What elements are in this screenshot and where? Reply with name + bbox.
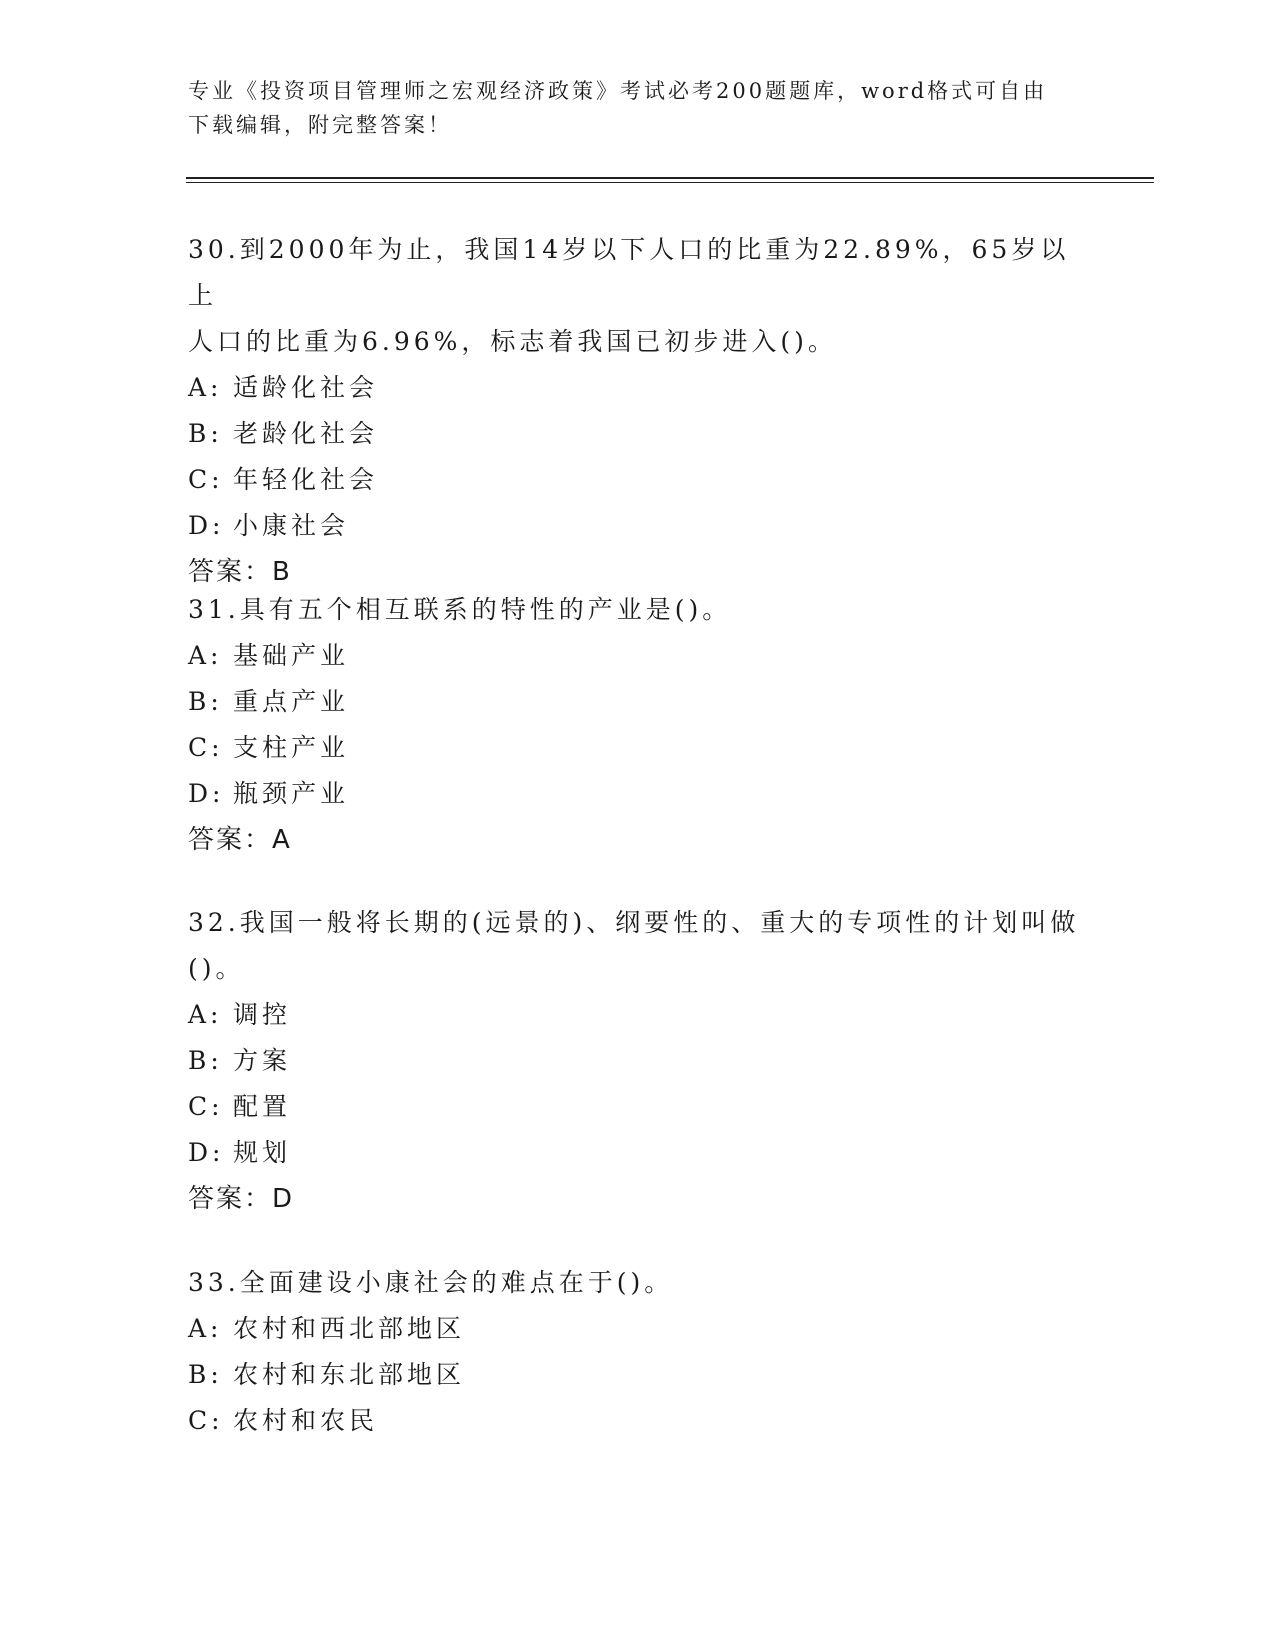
question-32 <box>188 900 1088 1222</box>
option-text: 老龄化社会 <box>233 419 379 448</box>
option-c <box>188 457 1088 503</box>
option-key: B: <box>188 1360 223 1389</box>
question-stem-line-1: 32.我国一般将长期的(远景的)、纲要性的、重大的专项性的计划叫做 <box>188 908 1080 937</box>
option-text: 瓶颈产业 <box>233 779 350 808</box>
option-text: 重点产业 <box>233 687 350 716</box>
option-d <box>188 503 1088 549</box>
option-key: B: <box>188 419 223 448</box>
option-d <box>188 771 1088 817</box>
option-b <box>188 411 1088 457</box>
question-31 <box>188 587 1088 863</box>
answer-line: 答案：D <box>188 1184 295 1214</box>
option-key: B: <box>188 1046 223 1075</box>
option-key: A: <box>188 1314 223 1343</box>
option-b <box>188 679 1088 725</box>
document-header <box>188 74 1068 142</box>
question-30 <box>188 227 1088 595</box>
option-key: B: <box>188 687 223 716</box>
option-d <box>188 1130 1088 1176</box>
header-line-2: 下载编辑，附完整答案！ <box>188 113 452 137</box>
option-text: 小康社会 <box>233 511 350 540</box>
answer-line: 答案：A <box>188 825 292 855</box>
option-text: 农村和东北部地区 <box>233 1360 466 1389</box>
question-stem-line-2: 人口的比重为6.96%，标志着我国已初步进入()。 <box>188 327 837 356</box>
option-b <box>188 1352 1088 1398</box>
question-stem-line-2: ()。 <box>188 954 245 983</box>
option-key: C: <box>188 1092 224 1121</box>
option-key: A: <box>188 1000 223 1029</box>
header-divider-thin <box>186 182 1154 183</box>
option-a <box>188 1306 1088 1352</box>
option-key: C: <box>188 1406 224 1435</box>
option-text: 农村和农民 <box>233 1406 379 1435</box>
header-divider-thick <box>186 177 1154 179</box>
option-key: A: <box>188 373 223 402</box>
option-key: C: <box>188 465 224 494</box>
option-c <box>188 1398 1088 1444</box>
option-key: A: <box>188 641 223 670</box>
option-key: C: <box>188 733 224 762</box>
option-text: 农村和西北部地区 <box>233 1314 466 1343</box>
option-a <box>188 633 1088 679</box>
option-c <box>188 725 1088 771</box>
question-stem-line-1: 33.全面建设小康社会的难点在于()。 <box>188 1268 674 1297</box>
option-text: 年轻化社会 <box>233 465 379 494</box>
option-text: 基础产业 <box>233 641 350 670</box>
question-stem-line-1: 31.具有五个相互联系的特性的产业是()。 <box>188 595 732 624</box>
option-key: D: <box>188 1138 225 1167</box>
option-a <box>188 992 1088 1038</box>
question-stem-line-1: 30.到2000年为止，我国14岁以下人口的比重为22.89%，65岁以上 <box>188 235 1070 310</box>
option-text: 调控 <box>233 1000 292 1029</box>
option-text: 规划 <box>233 1138 292 1167</box>
option-text: 支柱产业 <box>233 733 350 762</box>
option-key: D: <box>188 511 225 540</box>
option-text: 方案 <box>233 1046 292 1075</box>
option-c <box>188 1084 1088 1130</box>
option-text: 适龄化社会 <box>233 373 379 402</box>
option-b <box>188 1038 1088 1084</box>
answer-line: 答案：B <box>188 557 292 587</box>
header-line-1: 专业《投资项目管理师之宏观经济政策》考试必考200题题库，word格式可自由 <box>188 79 1048 103</box>
option-text: 配置 <box>233 1092 292 1121</box>
option-key: D: <box>188 779 225 808</box>
question-33 <box>188 1260 1088 1444</box>
option-a <box>188 365 1088 411</box>
